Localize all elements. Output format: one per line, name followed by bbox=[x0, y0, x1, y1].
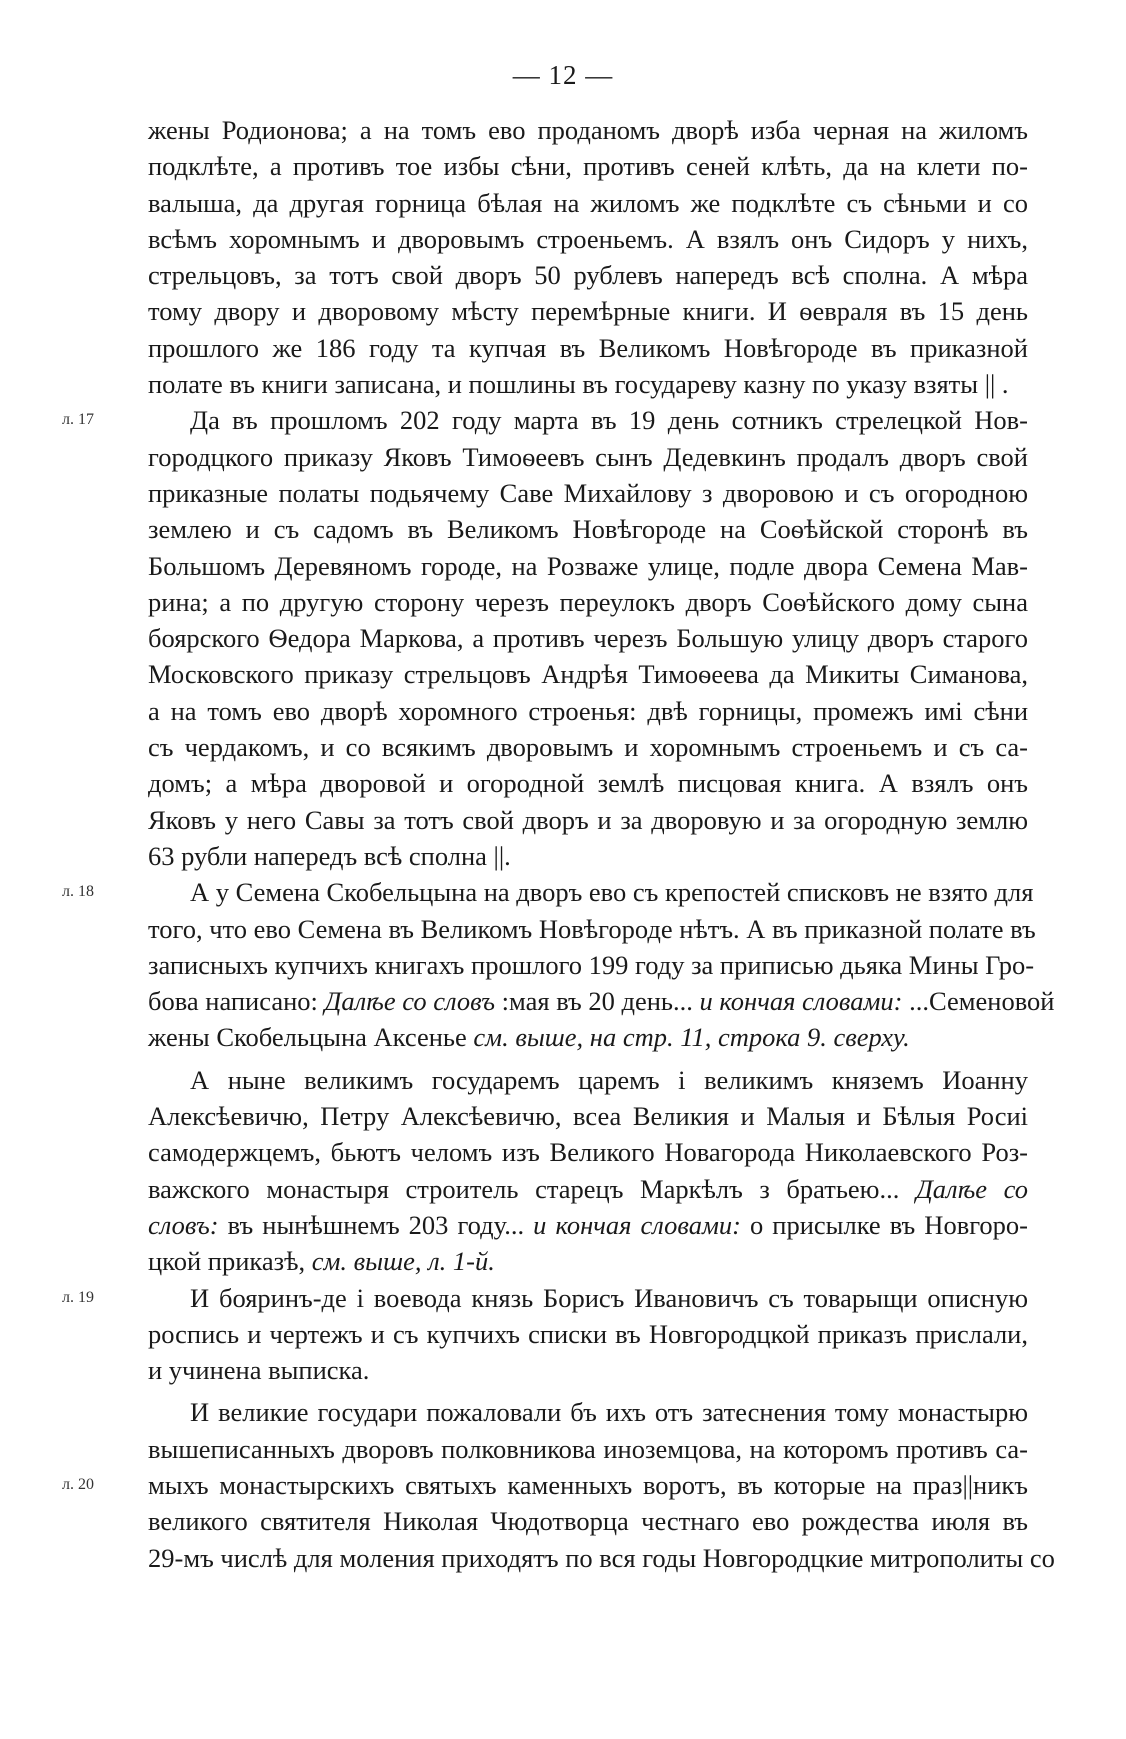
text-line: И великие государи пожаловали бъ ихъ отъ затеснения тому монастырю bbox=[190, 1397, 1028, 1428]
text-line: того, что ево Семена въ Великомъ Новѣгороде нѣтъ. А въ приказной полате въ bbox=[148, 913, 1036, 944]
text-line: землею и съ садомъ въ Великомъ Новѣгороде на Соѳѣйской сторонѣ въ bbox=[148, 514, 1028, 545]
text-line: валыша, да другая горница бѣлая на жиломъ же подклѣте съ сѣньми и со bbox=[148, 187, 1028, 218]
text-line: Большомъ Деревяномъ городе, на Розваже улице, подле двора Семена Мав- bbox=[148, 550, 1028, 581]
paragraph-3 bbox=[62, 874, 1055, 1055]
text-line: мыхъ монастырскихъ святыхъ каменныхъ воротъ, въ которые на праз||никъ bbox=[148, 1469, 1028, 1500]
text-line: полате въ книги записана, и пошлины въ государеву казну по указу взяты || . bbox=[148, 369, 1009, 400]
text-line: жены Родионова; а на томъ ево проданомъ дворѣ изба черная на жиломъ bbox=[148, 115, 1028, 145]
text-line: цкой приказѣ, см. выше, л. 1-й. bbox=[148, 1246, 495, 1277]
text-line: Московского приказу стрельцовъ Андрѣя Тимоѳеева да Микиты Симанова, bbox=[148, 659, 1028, 690]
paragraph-2 bbox=[62, 402, 1028, 874]
text-line: боярского Ѳедора Маркова, а противъ черезъ Большую улицу дворъ старого bbox=[148, 623, 1028, 654]
text-line: бова написано: Далѣе со словъ :мая въ 20 день... и кончая словами: ...Семеновой bbox=[148, 986, 1055, 1017]
text-line: записныхъ купчихъ книгахъ прошлого 199 году за приписью дьяка Мины Гро- bbox=[148, 949, 1035, 980]
text-line: тому двору и дворовому мѣсту перемѣрные книги. И ѳевраля въ 15 день bbox=[148, 296, 1028, 327]
text-line: Алексѣевичю, Петру Алексѣевичю, всеа Великия и Малыя и Бѣлыя Росиі bbox=[148, 1101, 1028, 1132]
text-line: рина; а по другую сторону черезъ переулокъ дворъ Соѳѣйского дому сына bbox=[148, 586, 1028, 617]
text-line: съ чердакомъ, и со всякимъ дворовымъ и хоромнымъ строеньемъ и съ са- bbox=[148, 732, 1028, 763]
text-line: всѣмъ хоромнымъ и дворовымъ строеньемъ. А взялъ онъ Сидоръ у нихъ, bbox=[148, 223, 1028, 254]
text-line: Яковъ у него Савы за тотъ свой дворъ и за дворовую и за огородную землю bbox=[148, 804, 1028, 835]
text-line: домъ; а мѣра дворовой и огородной землѣ писцовая книга. А взялъ онъ bbox=[148, 768, 1028, 799]
margin-note-folio: л. 17 bbox=[62, 411, 94, 429]
paragraph-6 bbox=[62, 1394, 1055, 1575]
text-line: подклѣте, а противъ тое избы сѣни, противъ сеней клѣть, да на клети по- bbox=[148, 151, 1028, 182]
text-line: а на томъ ево дворѣ хоромного строенья: двѣ горницы, промежъ имі сѣни bbox=[148, 695, 1028, 726]
text-line: А у Семена Скобельцына на дворъ ево съ крепостей списковъ не взято для bbox=[190, 877, 1034, 908]
paragraph-1 bbox=[148, 112, 1028, 402]
text-line: роспись и чертежъ и съ купчихъ списки въ Новгородцкой приказъ прислали, bbox=[148, 1318, 1028, 1349]
text-line: стрельцовъ, за тотъ свой дворъ 50 рублевъ напередъ всѣ сполна. А мѣра bbox=[148, 260, 1028, 291]
text-line: словъ: въ нынѣшнемъ 203 году... и кончая словами: о присылке въ Новгоро- bbox=[148, 1209, 1028, 1240]
text-line: И бояринъ-де і воевода князь Борисъ Ивановичъ съ товарыщи описную bbox=[190, 1282, 1028, 1313]
margin-note-folio: л. 18 bbox=[62, 883, 94, 901]
text-line: великого святителя Николая Чюдотворца честнаго ево рождества июля въ bbox=[148, 1506, 1028, 1537]
page-number: — 12 — bbox=[512, 60, 614, 90]
text-body bbox=[62, 112, 1055, 1576]
text-line: самодержцемъ, бьютъ челомъ изъ Великого Новагорода Николаевского Роз- bbox=[148, 1137, 1028, 1168]
paragraph-4 bbox=[148, 1062, 1028, 1280]
text-line: Да въ прошломъ 202 году марта въ 19 день сотникъ стрелецкой Нов- bbox=[190, 405, 1028, 436]
text-line: важского монастыря строитель старецъ Маркѣлъ з братьею... Далѣе со bbox=[148, 1173, 1028, 1204]
text-line: 29-мъ числѣ для моления приходятъ по вся годы Новгородцкие митрополиты со bbox=[148, 1542, 1055, 1573]
margin-note-folio: л. 20 bbox=[62, 1475, 94, 1493]
text-line: прошлого же 186 году та купчая въ Великомъ Новѣгороде въ приказной bbox=[148, 332, 1028, 363]
text-line: вышеписанныхъ дворовъ полковникова иноземцова, на которомъ противъ са- bbox=[148, 1433, 1028, 1464]
text-line: жены Скобельцына Аксенье см. выше, на стр. 11, строка 9. сверху. bbox=[148, 1022, 910, 1053]
paragraph-5 bbox=[62, 1280, 1028, 1389]
text-line: городцкого приказу Яковъ Тимоѳеевъ сынъ Дедевкинъ продалъ дворъ свой bbox=[148, 441, 1028, 472]
text-line: приказные полаты подьячему Саве Михайлову з дворовою и съ огородною bbox=[148, 477, 1028, 508]
margin-note-folio: л. 19 bbox=[62, 1288, 94, 1306]
text-line: и учинена выписка. bbox=[148, 1355, 370, 1386]
text-line: А ныне великимъ государемъ царемъ і великимъ княземъ Иоанну bbox=[190, 1064, 1028, 1095]
text-line: 63 рубли напередъ всѣ сполна ||. bbox=[148, 840, 511, 871]
